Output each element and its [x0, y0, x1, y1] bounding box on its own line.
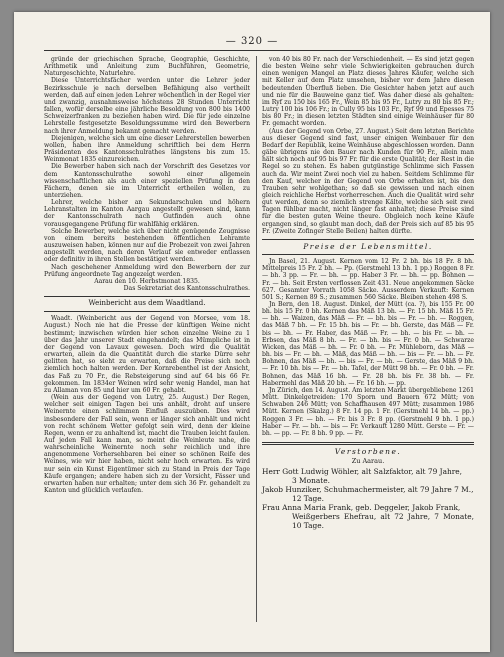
left-column	[44, 56, 250, 494]
paragraph: von 40 bis 80 Fr. nach der Verschiedenheit. — Es sind jetzt gegen die besten Weine sehr viele Schwierigkeiten gebrauchen durch einen wenigen Mangel an Platz dieses Jahres Käufer, welche sich mit Keller auf dem Platz umsehen, bisher vor dem Jahre diesen bedeutenden Überfluß lieben. Die Gesichter haben jetzt auf auch und nie für die Bauweine ganz tief. Was daher diese als gehalten: im Ryf zu 150 bis 165 Fr., Wein 85 bis 95 Fr., Lutry zu 80 bis 85 Fr.; Lutry 100 bis 106 Fr.; in Cully 95 bis 103 Fr., Ryf 99 und Epesses 75 bis 80 Fr.; in diesen letzten Städten sind einige Weinhäuser für 80 Fr. gemacht worden.	[262, 56, 474, 128]
death-entry: Herr Gott Ludwig Wöhler, alt Salzfaktor, alt 79 Jahre,	[262, 467, 463, 477]
paragraph: Waadt. (Weinbericht aus der Gegend von Morsee, vom 18. August.) Noch nie hat die Presse der künftigen Weine nicht bestimmt; inzwischen würden hier schon einzelne Weine zu 1 über das Jahr unserer Stadt eingehandelt; das Mümpliche ist in der Gegend von Lavaux gewesen. Doch wird die Qualität erwarten, allein da die Quantität durch die starke Dürre sehr gelitten hat, so sieht zu erwarten, daß die Preise sich noch ziemlich hoch halten werden. Der Kornrebenthel ist der Ansicht, das Faß zu 70 Fr., die Rebsteigerung sind auf 64 bis 66 Fr. gekommen. Im 1834er Weinen wird sehr wenig Handel, man hat zu Allaman von 85 und hier um 60 Fr. gehabt.	[44, 315, 250, 394]
paragraph: Lehrer, welche bisher an Sekundarschulen und höhern Lehranstalten im Kanton Aargau angestellt gewesen sind, kann der Kantonsschulrath nach Gutfinden auch ohne vorausgegangene Prüfung für wahlfähig erklären.	[44, 199, 250, 228]
paragraph: Jn Zürich, den 14. August. Am letzten Markt übergebliebene 1261 Mütt. Dinkelgetreiden: 170 Sporn und Bauern 672 Mütt; von Schwaben 246 Mütt; von Schaffhausen 497 Mütt; zusammen 1986 Mütt. Kernen (Skalzg.) 8 Fr. 14 pp. 1 Fr. (Gerstmehl 14 bh. — pp.) Roggen 3 Fr. — bh. — Fr. bis 3 Fr. 8 pp. (Gerstmehl 9 bh. 1 pp.) Haber — Fr. — bh. — bis — Fr. Verkauft 1280 Mütt. Gerste — Fr. — bh. — pp. — Fr. 8 bh. 9 pp. — Fr.	[262, 386, 474, 437]
death-entry-cont: Weißgerbers Ehefrau, alt 72 Jahre, 7 Monate, 10 Tage.	[292, 512, 474, 531]
paragraph: Nach geschehener Anmeldung wird den Bewerbern der zur Prüfung angeordnete Tag angezeigt werden.	[44, 263, 250, 278]
section-rule	[262, 442, 474, 445]
signature: Das Sekretariat des Kantonsschulrathes.	[123, 285, 250, 292]
paragraph: Diese Unterrichtsfächer werden unter die Lehrer jeder Bezirksschule je nach derselben Befähigung also vertheilt werden, daß auf einen jeden Lehrer wöchentlich in der Regel vier und zwanzig, ausnahmsweise höchstens 28 Stunden Unterricht fallen, wofür derselbe eine jährliche Besoldung von 800 bis 1400 Schweizerfranken zu beziehen haben wird. Die für jede einzelne Lehrstelle festgesetzte Besoldungssumme wird den Bewerbern nach ihrer Anmeldung bekannt gemacht werden.	[44, 77, 250, 135]
paragraph: (Aus der Gegend von Orbe, 27. August.) Seit dem letzten Berichte aus dieser Gegend sind fast, unser einigen Weinbauer für den Bedarf der Republik, keine Weinhäuse abgeschlossen worden. Dann gäbe übrigens nie den Bauer nach Kunden für 90 Fr., allein man hält sich noch auf 95 bis 97 Fr. für die erste Qualität; der Rest in die Regel so zu stehen. Es haben gutgünstige Schlimme sich Fassen auch da. Wir meint Zwei noch viel zu haben. Seitdem Schlimme für den Kauf, welcher in der Gegend von Orbe erhalten ist, bis den Trauben sehr wohlgethan; so daß sie gewissen und nach einen gleich reichliche Herbst vorherreschen. Auch die Qualität wird sehr gut werden, denn so ziemlich strenge Kälte, welche sich seit zwei Tagen fühlbar macht, nicht länger fast anhaltet; diese Preise sind für die besten guten Weine theure. Obgleich noch keine Käufe ergangen sind, so glaubt man doch, daß der Preis sich auf 85 bis 95 Fr. (Zweite Zofinger Stelle Beilen) halten dürfte.	[262, 127, 474, 235]
section-rule	[44, 311, 250, 312]
death-entry: Jakob Hunziker, Schuhmachermeister, alt 79 Jahre 7 M.,	[262, 485, 474, 495]
section-rule	[262, 239, 474, 240]
deaths-list	[262, 467, 474, 530]
prices-heading: Preise der Lebensmittel.	[303, 241, 433, 251]
deaths-heading: Verstorbene.	[334, 446, 402, 456]
death-entry: Frau Anna Maria Frank, geb. Deggeler, Jakob Frank,	[262, 503, 461, 513]
section-heading: Weinbericht aus dem Waadtland.	[88, 299, 206, 308]
section-rule	[262, 254, 474, 255]
paragraph: Die Bewerber haben sich nach der Vorschrift des Gesetzes vor dem Kantonsschulrathe sowohl einer allgemein wissenschaftlichen als auch einer speziellen Prüfung in den Fächern, denen sie im Unterricht ertheilen wollen, zu unterziehen.	[44, 163, 250, 199]
header-rule	[44, 50, 470, 51]
paragraph: (Wein aus der Gegend von Lutry, 25. August.) Der Regen, welcher seit einigen Tagen bei uns anhält, droht auf unsere Weinernte einen schlimmen Einfluß auszuüben. Dies wird insbesondere der Fall sein, wenn er länger sich anhält und nicht von recht schönem Wetter gefolgt sein wird, denn der kleine Regen, wenn er zu anhaltend ist, macht die Trauben leicht faulen. Auf jeden Fall kann man, so meint die Weinleute nahe, die wahrscheinliche Weinernte noch sehr reichlich und ihre angenommene Vorhersehbaren bei einer so schönen Reife des Weines, wie wir hier haben, nicht sehr hoch erwarten. Es wird nur sein ein Kunst Eigentümer sich zu Stand in Preis der Tage Käufe ergangen; andere haben sich zu der Vorsicht, Fässer und erwarten haben nur erhalten; unter dem sich 36 Fr. gehandelt zu Kanton und glücklich verlaufen.	[44, 394, 250, 495]
paragraph: Jn Bern, den 18. August. Dinkel, der Mütt (ca. ?), bis 155 Fr. 00 bh. bis 15 Fr. 0 bh. Kernen das Mäß 13 bh. — Fr. 15 bh. Mäß 15 Fr. — bh. — Waizen, das Mäß — Fr. — bh. bis — Fr. — bh. — Roggen, das Mäß 7 bh. — Fr. 15 bh. bis — Fr. — bh. Gerste, das Mäß — Fr. bis — bh. — Fr. Haber, das Mäß — Fr. — bh. — bis Fr. — bh. — Erbsen, das Mäß 8 bh. — Fr. — bh. bis — Fr. 0 bh. — Schwarze Wicken, das Mäß — bh. — Fr. 0 bh. — Fr. Mühleborn, das Mäß — bh. bis — Fr. — bh. — Mäß, das Mäß — bh. — bis — Fr. — bh. — Fr. Bohnen, das Mäß — bh. — bis — Fr. — bh. — Gerste, das Mäß 9 bh. — Fr. 10 bh. bis — Fr. — bh. Tafel, der Mütt 98 bh. — Fr. 0 bh. — Fr. Bohnen, das Mäß 16 bh. — Fr. 28 bh. bis Fr. 38 bh. — Fr. Habermehl das Mäß 20 bh. — Fr. 16 bh. — pp.	[262, 301, 474, 387]
date-line: Aarau den 10. Herbstmonat 1835.	[94, 277, 200, 285]
page-number: — 320 —	[225, 36, 279, 47]
paragraph: Diejenigen, welche sich um eine dieser Lehrerstellen bewerben wollen, haben ihre Anmeldung schriftlich bei dem Herrn Präsidenten des Kantonsschulrathes längstens bis zum 15. Weinmonat 1835 einzureichen.	[44, 134, 250, 164]
column-divider	[256, 56, 257, 622]
section-rule	[44, 296, 250, 297]
right-column	[262, 56, 474, 530]
paragraph: Jn Basel, 21. August. Kernen vom 12 Fr. 2 bh. bis 18 Fr. 8 bh. Mittelpreis 15 Fr. 2 bh. — Pp. (Gerstmehl 13 bh. 1 pp.) Roggen 8 Fr. — bh. 3 pp. — Fr. — bh. — pp. Haber 3 Fr. — bh. — pp. Bohnen — Fr. — bh. Seit Ersten verflossen Zeit 431. Neue angekommen Säcke 627. Gesamter Vorrath 1058 Säcke. Ausserdem Verkauft: Kernen 501 S.; Kernen 89 S.; zusammen 560 Säcke. Bleiben stehen 498 S.	[262, 258, 474, 301]
deaths-location: Zu Aarau.	[351, 457, 385, 466]
death-entry-cont: 12 Tage.	[292, 494, 324, 504]
paragraph: gründe der griechischen Sprache, Geographie, Geschichte, Arithmetik und Anleitung zum Buchführen, Geometrie, Naturgeschichte, Naturlehre.	[44, 56, 250, 78]
paragraph: Solche Bewerber, welche sich über nicht genügende Zeugnisse von einem bereits bestehenden öffentlichen Lehramte auszuweisen haben, können nur auf die Probezeit von zwei Jahren angestellt werden, nach deren Verlauf sie entweder entlassen oder definitiv in ihren Stellen bestätiget werden.	[44, 227, 250, 264]
newspaper-page	[14, 12, 490, 652]
death-entry-cont: 3 Monate.	[292, 476, 330, 486]
